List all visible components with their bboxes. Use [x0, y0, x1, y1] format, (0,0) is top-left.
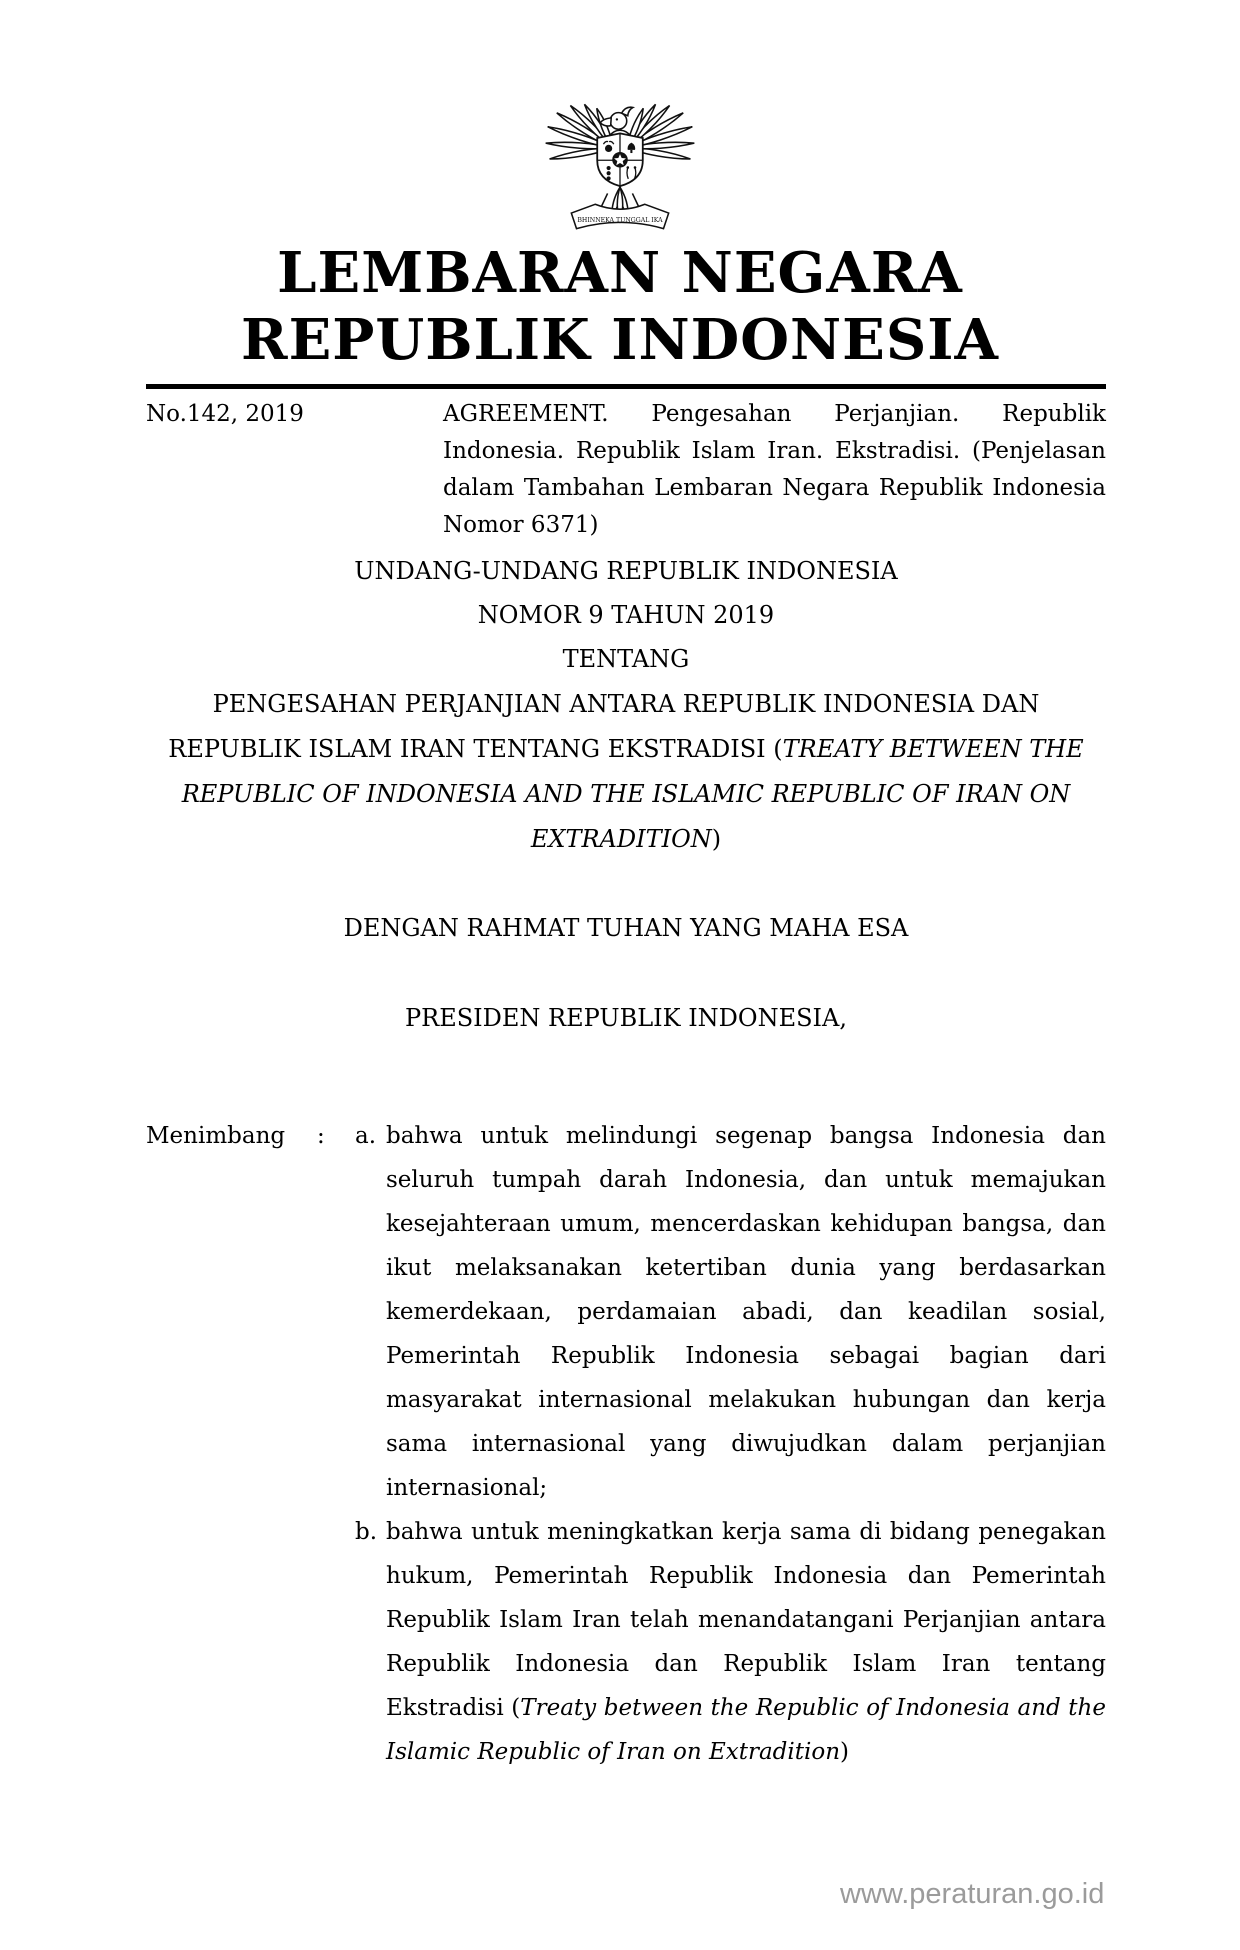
consideration-item-a: [355, 1114, 1106, 1510]
masthead-title-line2: REPUBLIK INDONESIA: [241, 307, 999, 373]
gazette-header-row: [146, 396, 1106, 544]
consideration-marker-b: b.: [355, 1519, 378, 1545]
law-title-line2: NOMOR 9 TAHUN 2019: [477, 601, 775, 629]
gazette-number: No.142, 2019: [146, 401, 304, 427]
law-subject-line2: REPUBLIK ISLAM IRAN TENTANG EKSTRADISI (TREATY BETWEEN THE: [168, 735, 1084, 763]
footer-url: www.peraturan.go.id: [840, 1878, 1105, 1910]
law-subject-block: [146, 682, 1106, 862]
considerations-section: [146, 1114, 1106, 1774]
pancasila-shield: [597, 133, 643, 186]
consideration-item-b: [355, 1510, 1106, 1774]
law-subject-line4: EXTRADITION): [530, 825, 722, 853]
law-subject-line1: PENGESAHAN PERJANJIAN ANTARA REPUBLIK INDONESIA DAN: [212, 690, 1040, 718]
content-area: [146, 396, 1106, 1774]
emblem-container: [0, 0, 1240, 238]
consideration-text-b: bahwa untuk meningkatkan kerja sama di bidang penegakan hukum, Pemerintah Republik Indonesia dan Pemerintah Republik Islam Iran telah menandatangani Perjanjian antara Republik Indonesia dan Republik Islam Iran tentang Ekstradisi (Treaty between the Republic of Indonesia and the Islamic Republic of Iran on Extradition): [386, 1519, 1106, 1765]
considerations-list: [355, 1114, 1106, 1774]
considerations-label: Menimbang: [146, 1123, 286, 1149]
invocation-line: DENGAN RAHMAT TUHAN YANG MAHA ESA: [343, 914, 909, 942]
masthead: [0, 240, 1240, 374]
law-title-line3: TENTANG: [562, 645, 690, 673]
preamble-actor-line: PRESIDEN REPUBLIK INDONESIA,: [404, 1004, 847, 1032]
consideration-text-a: bahwa untuk melindungi segenap bangsa Indonesia dan seluruh tumpah darah Indonesia, dan untuk memajukan kesejahteraan umum, mencerdaskan kehidupan bangsa, dan ikut melaksanakan ketertiban dunia yang berdasarkan kemerdekaan, perdamaian abadi, dan keadilan sosial, Pemerintah Republik Indonesia sebagai bagian dari masyarakat internasional melakukan hubungan dan kerja sama internasional yang diwujudkan dalam perjanjian internasional;: [386, 1123, 1106, 1501]
consideration-marker-a: a.: [355, 1123, 377, 1149]
law-title-line1: UNDANG-UNDANG REPUBLIK INDONESIA: [354, 557, 898, 585]
garuda-head: [600, 107, 633, 129]
garuda-pancasila-icon: [542, 64, 698, 240]
law-subject-line3: REPUBLIC OF INDONESIA AND THE ISLAMIC REPUBLIC OF IRAN ON: [181, 780, 1071, 808]
scroll-text: BHINNEKA TUNGGAL IKA: [577, 216, 663, 224]
considerations-separator: :: [317, 1123, 325, 1149]
gazette-abstract: AGREEMENT. Pengesahan Perjanjian. Republik Indonesia. Republik Islam Iran. Ekstradisi. (Penjelasan dalam Tambahan Lembaran Negara Republik Indonesia Nomor 6371): [443, 401, 1106, 538]
masthead-title-line1: LEMBARAN NEGARA: [277, 240, 963, 306]
divider-rule: [146, 384, 1106, 389]
law-title-block: [146, 549, 1106, 681]
